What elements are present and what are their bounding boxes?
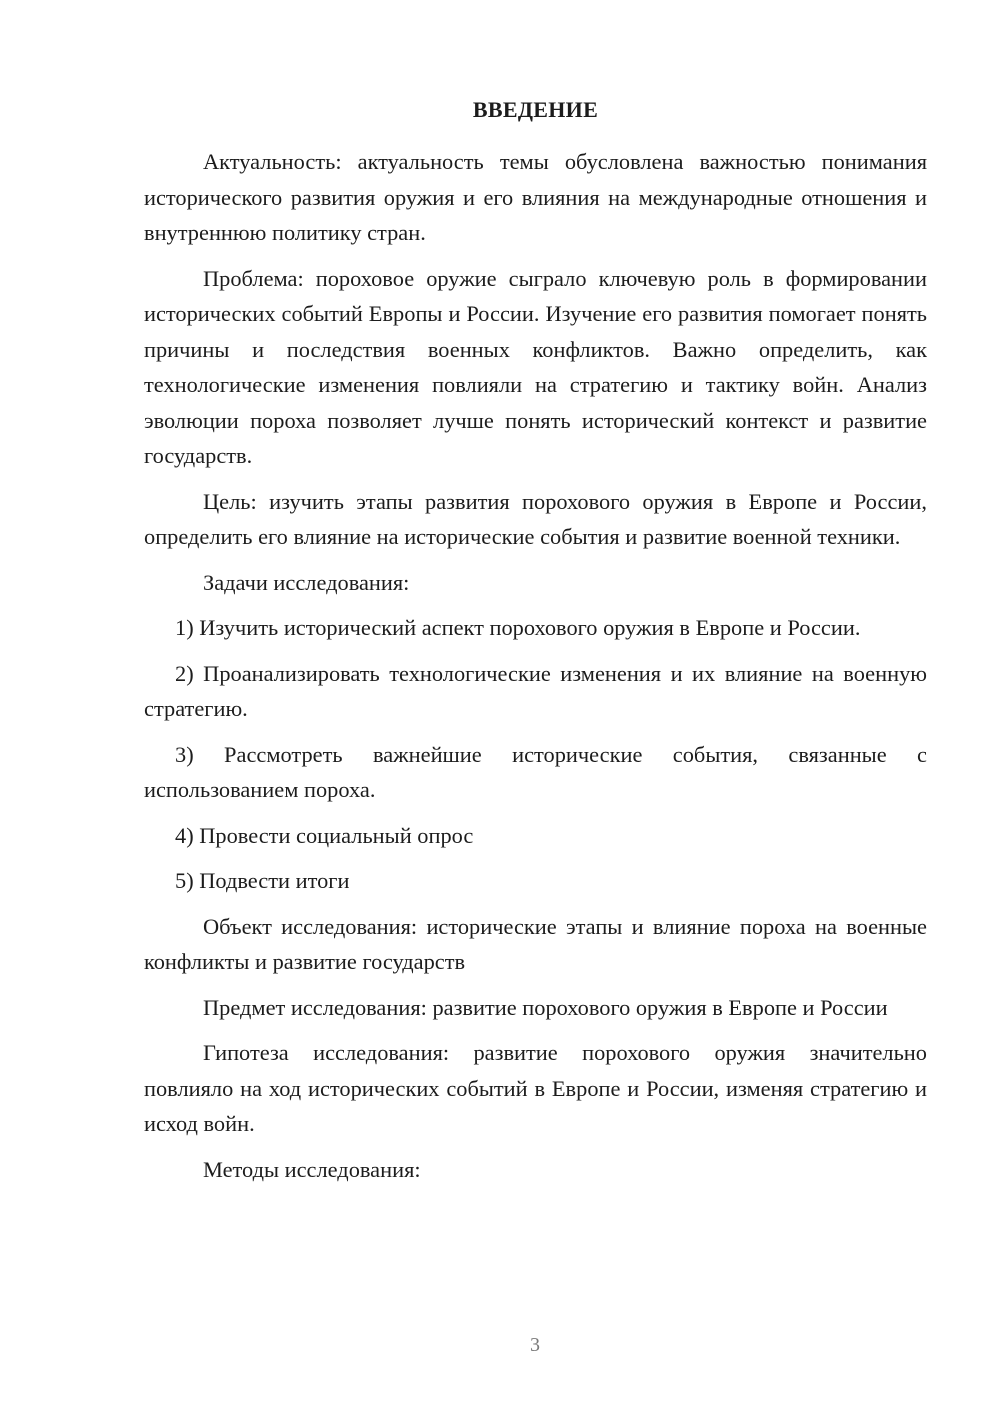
relevance-paragraph: Актуальность: актуальность темы обусловлена важностью понимания исторического развития оружия и его влияния на международные отношения и внутреннюю политику стран. (144, 149, 927, 245)
subject-paragraph: Предмет исследования: развитие порохового оружия в Европе и России (203, 994, 888, 1020)
document-page (144, 96, 927, 1187)
hypothesis-paragraph: Гипотеза исследования: развитие порохового оружия значительно повлияло на ход исторических событий в Европе и России, изменяя стратегию и исход войн. (144, 1040, 927, 1136)
task-item-1: 1) Изучить исторический аспект порохового оружия в Европе и России. (175, 615, 861, 640)
page-number: 3 (530, 1334, 540, 1356)
methods-heading: Методы исследования: (203, 1156, 421, 1182)
task-item-2: 2) Проанализировать технологические изменения и их влияние на военную стратегию. (144, 660, 927, 721)
object-paragraph: Объект исследования: исторические этапы и влияние пороха на военные конфликты и развитие государств (144, 913, 927, 974)
goal-paragraph: Цель: изучить этапы развития порохового оружия в Европе и России, определить его влияние на исторические события и развитие военной техники. (144, 488, 927, 549)
tasks-heading: Задачи исследования: (203, 569, 410, 595)
problem-paragraph: Проблема: пороховое оружие сыграло ключевую роль в формировании исторических событий Европы и России. Изучение его развития помогает понять причины и последствия военных конфликтов. Важно определить, как технологические изменения повлияли на стратегию и тактику войн. Анализ эволюции пороха позволяет лучше понять исторический контекст и развитие государств. (144, 265, 927, 468)
task-item-5: 5) Подвести итоги (175, 868, 350, 893)
task-item-3: 3) Рассмотреть важнейшие исторические события, связанные с использованием пороха. (144, 741, 927, 802)
page-title: ВВЕДЕНИЕ (472, 97, 599, 122)
task-item-4: 4) Провести социальный опрос (175, 822, 474, 848)
